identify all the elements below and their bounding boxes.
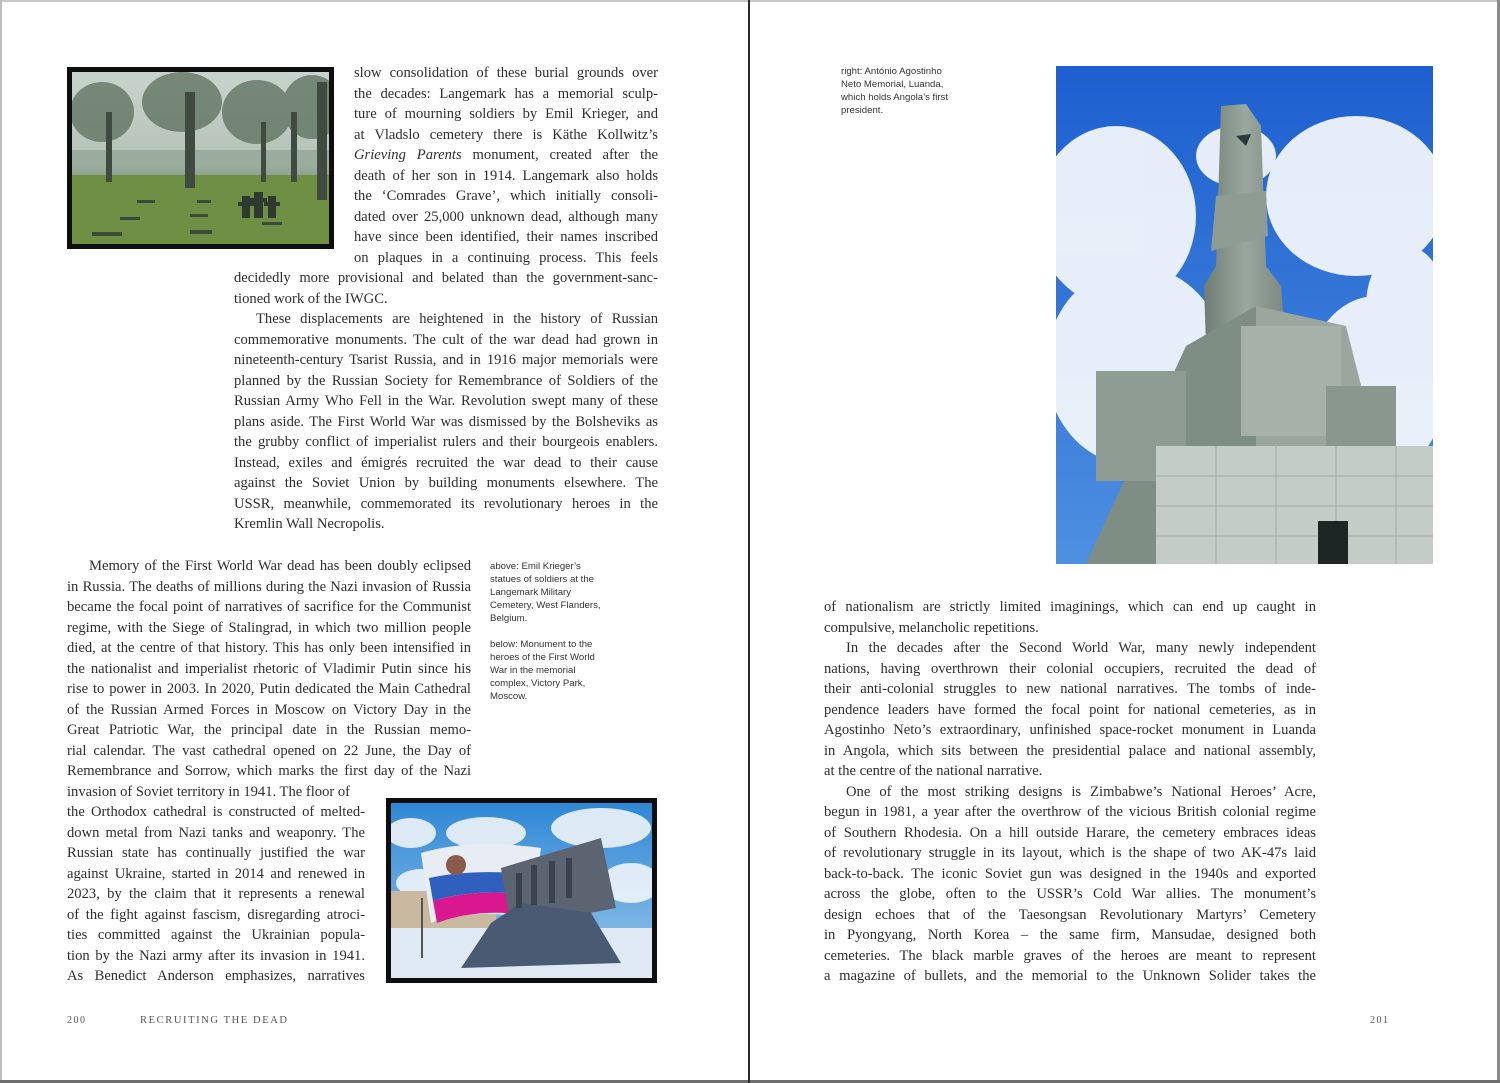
text-line: rise to power in 2003. In 2020, Putin dedicated the Main Cathedral bbox=[67, 681, 471, 697]
text-line: plans aside. The First World War was dismissed by the Bolsheviks as bbox=[234, 413, 658, 430]
text-line: cemeteries. The black marble graves of the heroes are meant to represent bbox=[824, 947, 1316, 964]
text-line: in Pyongyang, North Korea – the same firm, Mansudae, designed both bbox=[824, 927, 1316, 943]
captions-left-page bbox=[490, 560, 608, 716]
text-line: in Russia. The deaths of millions during the Nazi invasion of Russia bbox=[67, 578, 471, 595]
text-line: These displacements are heightened in the history of Russian bbox=[256, 311, 658, 327]
text-line: design echoes that of the Taesongsan Revolutionary Martyrs’ Cemetery bbox=[824, 906, 1316, 923]
text-line: of nationalism are strictly limited imaginings, which can end up caught in bbox=[824, 599, 1316, 615]
running-head: RECRUITING THE DEAD bbox=[140, 1015, 289, 1026]
agostinho-neto-memorial-photo bbox=[1056, 66, 1433, 564]
text-line: 2023, by the claim that it represents a renewal bbox=[67, 886, 365, 902]
langemark-cemetery-photo bbox=[67, 67, 334, 249]
text-line: Agostinho Neto’s extraordinary, unfinished space-rocket monument in Luanda bbox=[824, 722, 1316, 738]
text-line: ture of mourning soldiers by Emil Krieger, and bbox=[354, 106, 658, 122]
text-line: at the centre of the national narrative. bbox=[824, 763, 1043, 779]
text-line: at Vladslo cemetery there is Käthe Kollwitz’s bbox=[354, 126, 658, 143]
text-line: of the fight against fascism, disregarding atroci- bbox=[67, 906, 365, 923]
text-line: the decades: Langemark has a memorial sculp- bbox=[354, 85, 658, 102]
artwork-title: Grieving Parents bbox=[354, 147, 462, 163]
text-line: decidedly more provisional and belated than the government-sanc- bbox=[234, 270, 658, 286]
page-number-left: 200 bbox=[67, 1015, 87, 1026]
text-line: across the globe, often to the USSR’s Cold War allies. The monument’s bbox=[824, 886, 1316, 902]
text-line: tion by the Nazi army after its invasion in 1941. bbox=[67, 947, 365, 964]
text-line: Remembrance and Sorrow, which marks the first day of the Nazi bbox=[67, 763, 471, 779]
text-line: the nationalist and imperialist rhetoric of Vladimir Putin since his bbox=[67, 660, 471, 677]
text-line: As Benedict Anderson emphasizes, narratives bbox=[67, 968, 365, 984]
text-line: of revolutionary struggle in its layout, which is the shape of two AK-47s laid bbox=[824, 845, 1316, 861]
text-fragment: monument, created after the bbox=[461, 147, 658, 163]
text-line: Great Patriotic War, the principal date in the Russian memo- bbox=[67, 722, 471, 738]
text-line: their anti-colonial struggles to new national narratives. The tombs of inde- bbox=[824, 681, 1316, 697]
langemark-cemetery-image bbox=[72, 72, 329, 244]
body-text-column-lower bbox=[67, 556, 471, 802]
caption-above: above: Emil Krieger’s statues of soldiers at the Langemark Military Cemetery, West Flanders, Belgium. bbox=[490, 561, 601, 624]
text-line: the Orthodox cathedral is constructed of melted- bbox=[67, 804, 365, 820]
agostinho-neto-memorial-image bbox=[1056, 66, 1433, 564]
right-page bbox=[750, 0, 1500, 1083]
text-line: ties committed against the Ukrainian popula- bbox=[67, 927, 365, 943]
text-line: USSR, meanwhile, commemorated its revolutionary heroes in the bbox=[234, 495, 658, 512]
text-line: in Angola, which sits between the presidential palace and national assembly, bbox=[824, 742, 1316, 759]
text-line: against Ukraine, started in 2014 and renewed in bbox=[67, 865, 365, 882]
text-line: a magazine of bullets, and the memorial to the Unknown Solider takes the bbox=[824, 968, 1316, 984]
text-line: down metal from Nazi tanks and weaponry. The bbox=[67, 824, 365, 841]
text-line: regime, with the Siege of Stalingrad, in which two million people bbox=[67, 619, 471, 636]
text-line: have since been identified, their names inscribed bbox=[354, 229, 658, 245]
text-line: rial calendar. The vast cathedral opened on 22 June, the Day of bbox=[67, 742, 471, 759]
body-text-right bbox=[824, 597, 1316, 987]
text-line: the grubby conflict of imperialist rulers and their bourgeois enablers. bbox=[234, 434, 658, 450]
text-line: of the Russian Armed Forces in Moscow on Victory Day in the bbox=[67, 701, 471, 718]
text-line: the ‘Comrades Grave’, which initially consoli- bbox=[354, 188, 658, 204]
text-line: died, at the centre of that history. This has only been intensified in bbox=[67, 640, 471, 656]
text-line: on plaques in a continuing process. This feels bbox=[354, 249, 658, 266]
victory-park-monument-photo bbox=[386, 798, 657, 983]
caption-right-text: right: António Agostinho Neto Memorial, Luanda, which holds Angola’s first president. bbox=[841, 66, 949, 116]
caption-right bbox=[841, 65, 953, 130]
text-line: nations, having overthrown their colonial occupiers, recruited the dead of bbox=[824, 660, 1316, 677]
text-line: pendence leaders have formed the focal point for national cemeteries, as in bbox=[824, 701, 1316, 718]
text-line: Instead, exiles and émigrés recruited the war dead to their cause bbox=[234, 454, 658, 471]
text-line: death of her son in 1914. Langemark also holds bbox=[354, 167, 658, 184]
text-line: slow consolidation of these burial grounds over bbox=[354, 65, 658, 81]
body-text-wrap-bottom bbox=[67, 802, 365, 987]
victory-park-monument-image bbox=[391, 803, 652, 978]
text-line: invasion of Soviet territory in 1941. The floor of bbox=[67, 783, 351, 800]
text-line: Russian state has continually justified the war bbox=[67, 845, 365, 861]
body-text-wrap-top bbox=[354, 63, 658, 268]
text-line: In the decades after the Second World War, many newly independent bbox=[846, 640, 1316, 656]
text-line: Russian Army Who Fell in the War. Revolution swept many of these bbox=[234, 393, 658, 409]
text-line: of Southern Rhodesia. On a hill outside Harare, the cemetery embraces ideas bbox=[824, 824, 1316, 841]
text-line: Memory of the First World War dead has been doubly eclipsed bbox=[89, 558, 471, 574]
caption-below: below: Monument to the heroes of the First World War in the memorial complex, Victory Park, Moscow. bbox=[490, 639, 595, 702]
text-line: begun in 1981, a year after the overthrow of the vicious British colonial regime bbox=[824, 804, 1316, 820]
text-line: dated over 25,000 unknown dead, although many bbox=[354, 208, 658, 225]
text-line: One of the most striking designs is Zimbabwe’s National Heroes’ Acre, bbox=[846, 783, 1316, 800]
text-line: against the Soviet Union by building monuments elsewhere. The bbox=[234, 475, 658, 491]
left-page bbox=[0, 0, 748, 1083]
text-line: became the focal point of narratives of sacrifice for the Communist bbox=[67, 599, 471, 615]
text-line bbox=[354, 145, 658, 166]
text-line: commemorative monuments. The cult of the war dead had grown in bbox=[234, 331, 658, 348]
text-line: compulsive, melancholic repetitions. bbox=[824, 619, 1039, 636]
text-line: nineteenth-century Tsarist Russia, and in 1916 major memorials were bbox=[234, 352, 658, 368]
text-line: planned by the Russian Society for Remembrance of Soldiers of the bbox=[234, 372, 658, 389]
text-line: Kremlin Wall Necropolis. bbox=[234, 516, 385, 532]
text-line: back-to-back. The iconic Soviet gun was designed in the 1940s and exported bbox=[824, 865, 1316, 882]
body-text-column-upper bbox=[234, 268, 658, 535]
page-number-right: 201 bbox=[1370, 1015, 1390, 1026]
text-line: tioned work of the IWGC. bbox=[234, 290, 388, 307]
